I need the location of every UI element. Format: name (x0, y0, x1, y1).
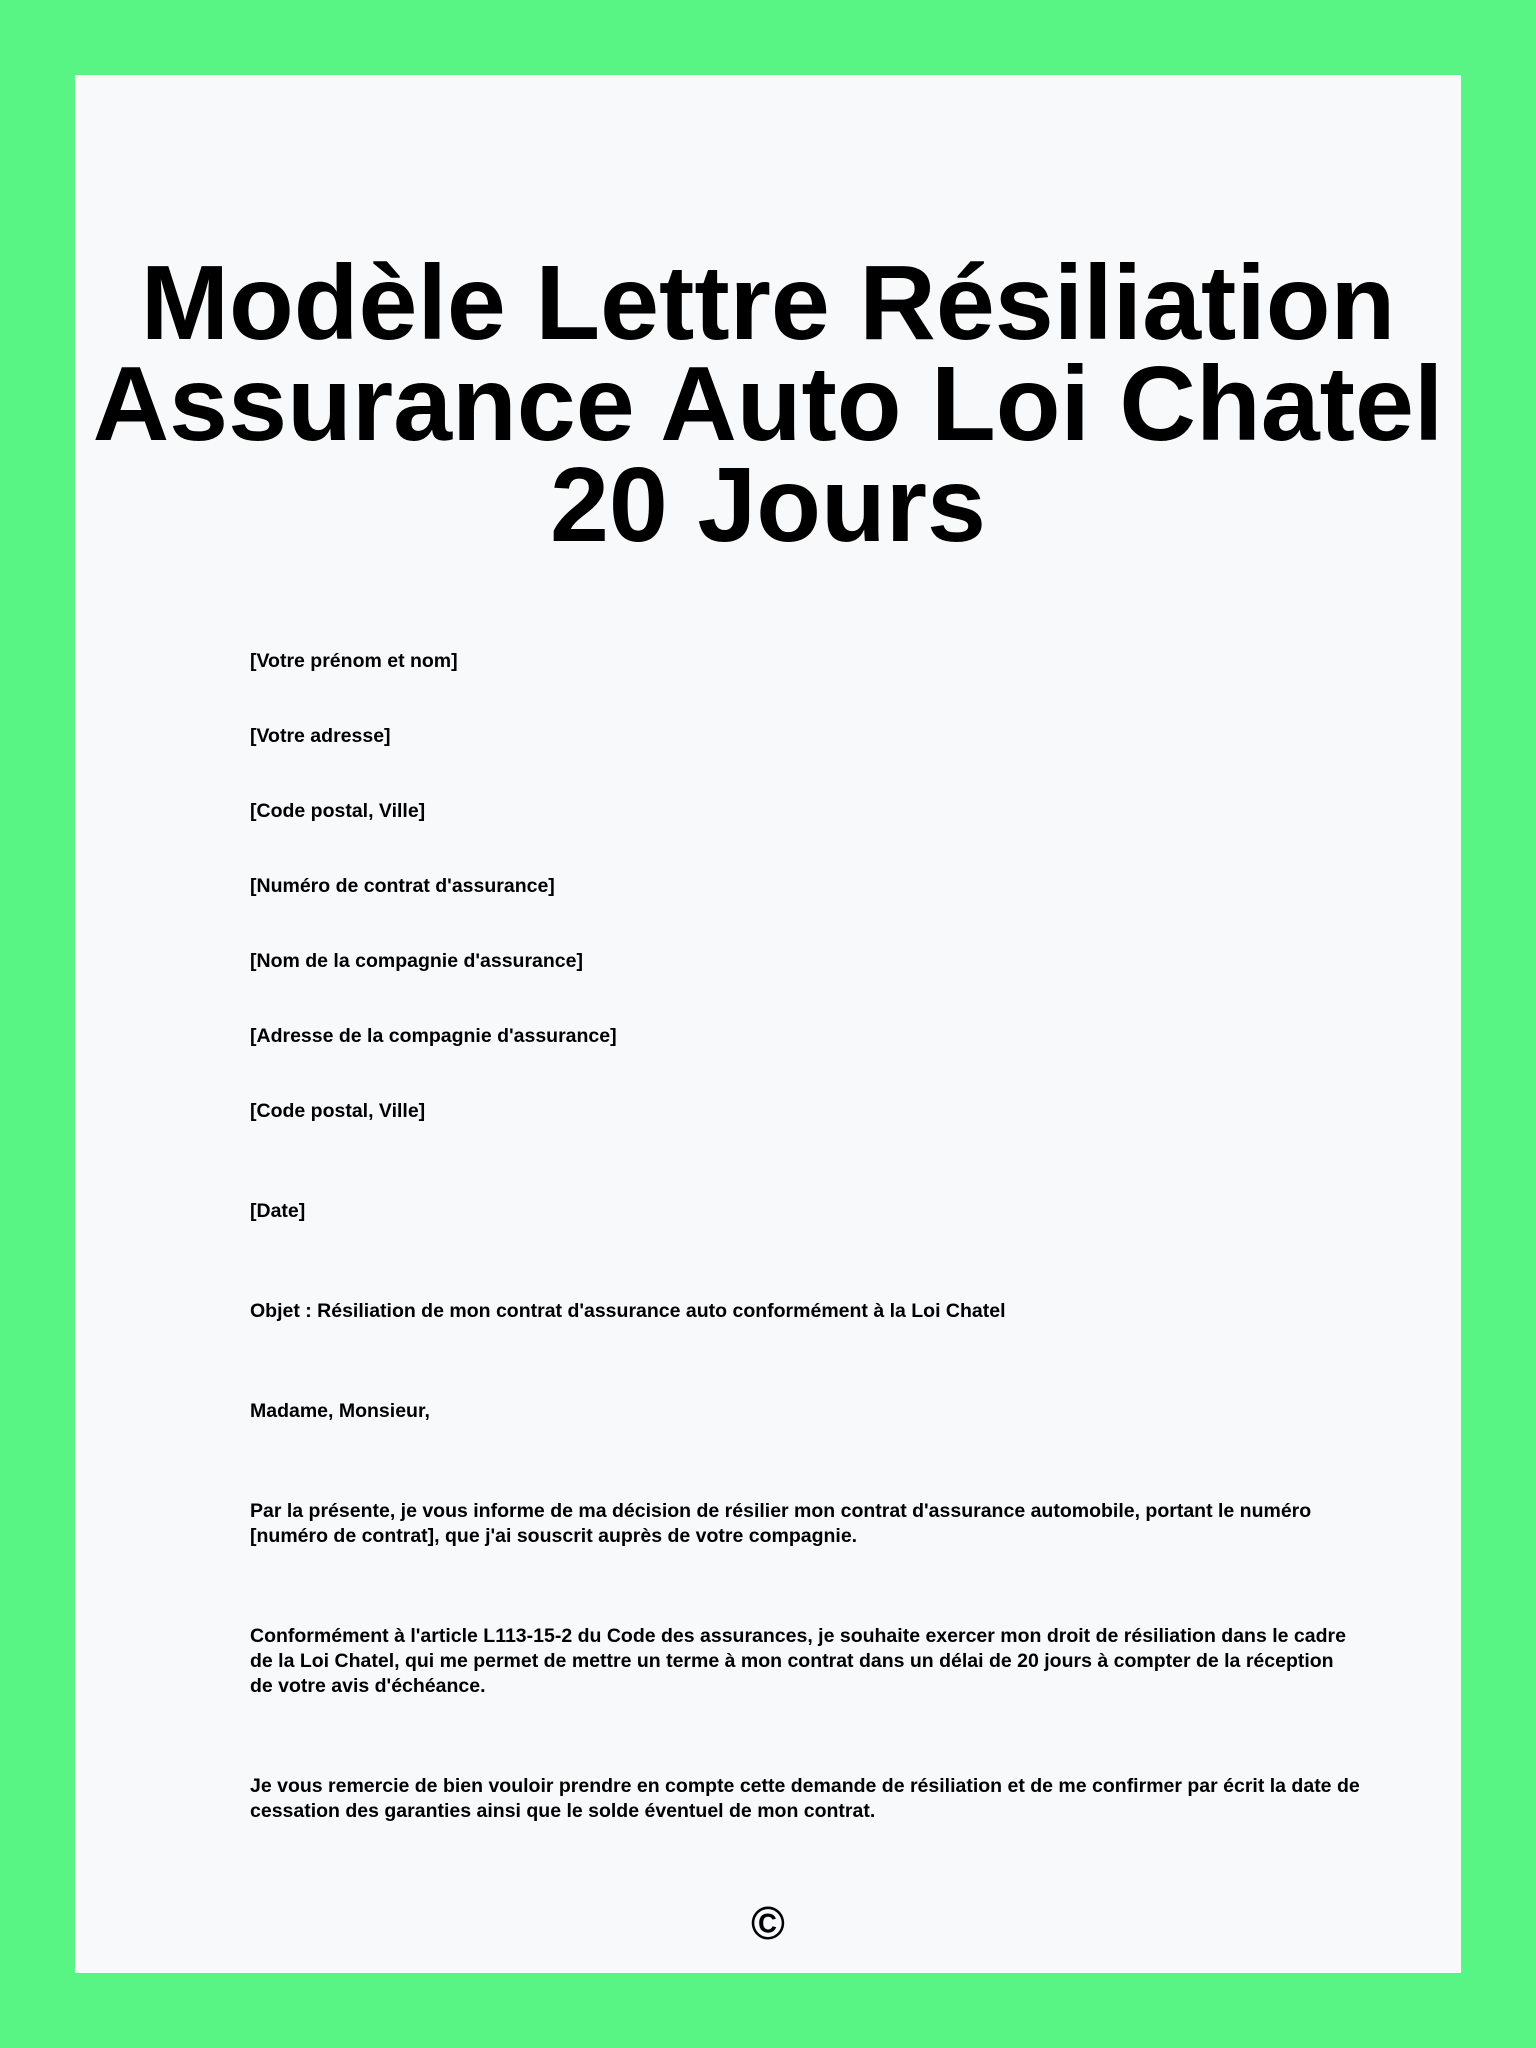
letter-page (75, 75, 1461, 1973)
sender-address: [Votre adresse] (250, 725, 391, 747)
title-line-2: Assurance Auto Loi Chatel (92, 345, 1444, 463)
letter-subject: Objet : Résiliation de mon contrat d'assurance auto conformément à la Loi Chatel (250, 1300, 1006, 1322)
insurer-postal-city: [Code postal, Ville] (250, 1100, 426, 1122)
insurer-name: [Nom de la compagnie d'assurance] (250, 950, 583, 972)
title-line-1: Modèle Lettre Résiliation (140, 244, 1396, 362)
paragraph-3: Je vous remercie de bien vouloir prendre en compte cette demande de résiliation et de me confirmer par écrit la date de cessation des garanties ainsi que le solde éventuel de mon contrat. (250, 1775, 1360, 1822)
letter-date: [Date] (250, 1200, 306, 1222)
page-title (75, 244, 1461, 564)
letter-greeting: Madame, Monsieur, (250, 1400, 430, 1422)
copyright-icon: © (751, 1897, 785, 1949)
paragraph-1: Par la présente, je vous informe de ma décision de résilier mon contrat d'assurance automobile, portant le numéro [numéro de contrat], que j'ai souscrit auprès de votre compagnie. (250, 1500, 1312, 1547)
contract-number: [Numéro de contrat d'assurance] (250, 875, 555, 897)
paragraph-2: Conformément à l'article L113-15-2 du Code des assurances, je souhaite exercer mon droit de résiliation dans le cadre de la Loi Chatel, qui me permet de mettre un terme à mon contrat dans un délai de 20 jours à compter de la réception de votre avis d'échéance. (250, 1625, 1346, 1697)
sender-name: [Votre prénom et nom] (250, 650, 458, 672)
title-line-3: 20 Jours (549, 446, 986, 564)
insurer-address: [Adresse de la compagnie d'assurance] (250, 1025, 617, 1047)
sender-postal-city: [Code postal, Ville] (250, 800, 426, 822)
